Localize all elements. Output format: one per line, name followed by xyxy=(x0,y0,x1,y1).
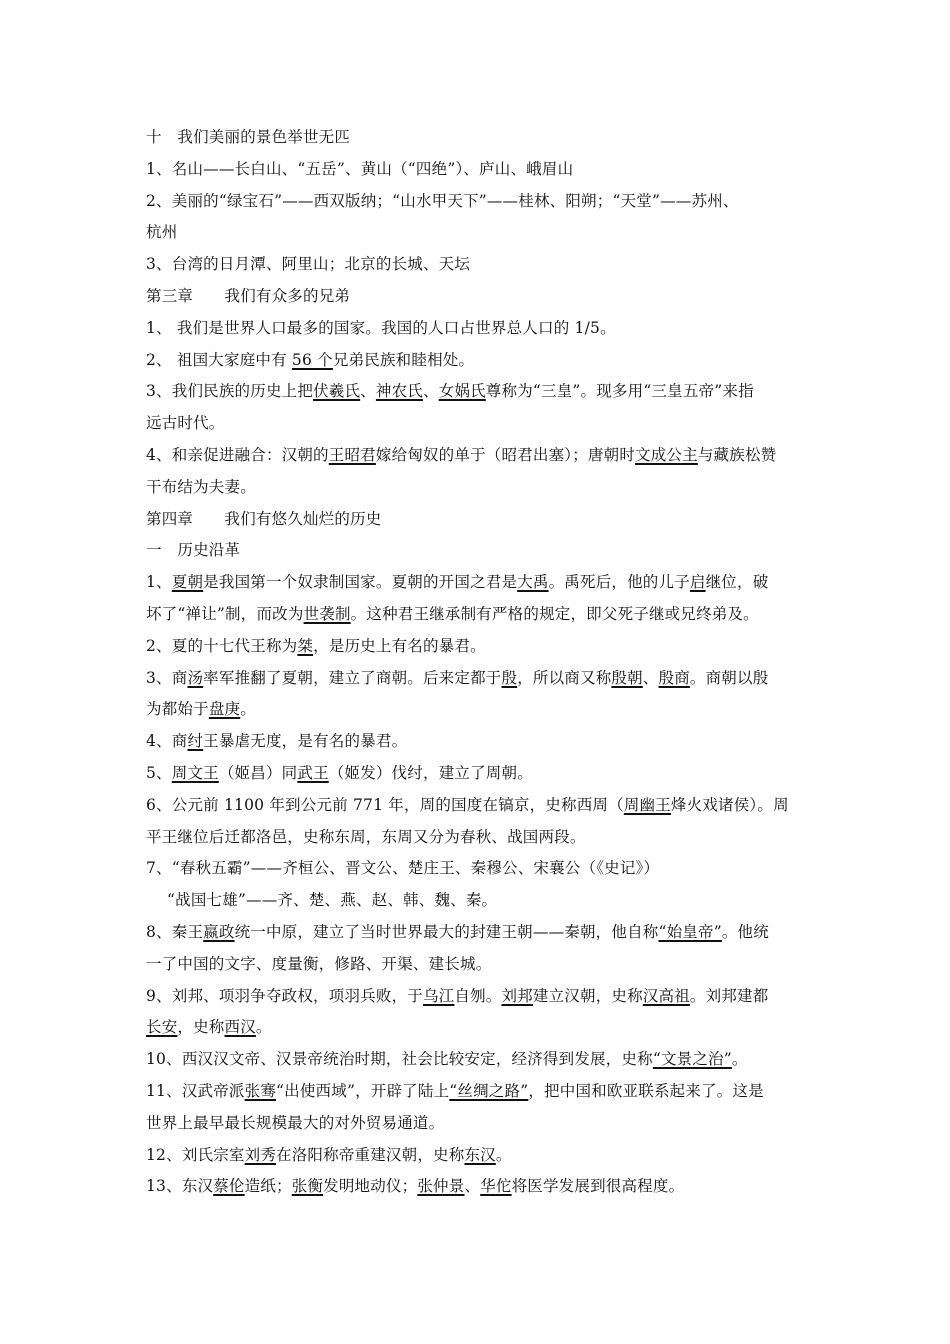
text-run: 13、东汉 xyxy=(146,1177,214,1196)
underlined-term: 神农氏 xyxy=(375,382,423,401)
text-run: 。商朝以殷 xyxy=(689,668,769,687)
underlined-term: 文成公主 xyxy=(635,445,698,464)
underlined-term: 殷商 xyxy=(658,668,690,687)
text-run: 4、和亲促进融合：汉朝的 xyxy=(146,445,329,464)
text-run: 嫁给匈奴的单于（昭君出塞）；唐朝时 xyxy=(375,445,636,464)
text-run: 是我国第一个奴隶制国家。夏朝的开国之君是 xyxy=(203,573,518,592)
text-run: 一 历史沿革 xyxy=(146,541,241,560)
text-line xyxy=(146,1076,812,1108)
text-run: ，是历史上有名的暴君。 xyxy=(313,636,486,655)
text-line xyxy=(146,1012,812,1044)
underlined-term: 伏羲氏 xyxy=(313,382,361,401)
text-run: 3、我们民族的历史上把 xyxy=(146,382,314,401)
text-run: 8、秦王 xyxy=(146,922,204,941)
text-run: 发明地动仪； xyxy=(323,1177,418,1196)
text-line xyxy=(146,1171,812,1203)
underlined-term: 张骞 xyxy=(244,1081,277,1100)
text-run: 。 xyxy=(731,1050,748,1069)
text-line xyxy=(146,122,812,154)
text-run: 5、 xyxy=(146,763,172,782)
text-line xyxy=(146,281,812,313)
text-line xyxy=(146,599,812,631)
underlined-term: 殷朝 xyxy=(611,668,643,687)
text-run: 世界上最早最长规模最大的对外贸易通道。 xyxy=(146,1113,445,1132)
text-run: （姬昌）同 xyxy=(218,763,298,782)
text-run: 12、刘氏宗室 xyxy=(146,1145,245,1164)
underlined-term: 汉高祖 xyxy=(642,986,690,1005)
text-line xyxy=(146,885,812,917)
underlined-term: 女娲氏 xyxy=(438,382,486,401)
text-run: 、 xyxy=(360,382,376,401)
underlined-term: 桀 xyxy=(297,636,314,655)
text-run: 11、汉武帝派 xyxy=(146,1081,245,1100)
text-run: 一了中国的文字、度量衡，修路、开渠、建长城。 xyxy=(146,954,492,973)
text-run: 造纸； xyxy=(244,1177,292,1196)
text-run: 与藏族松赞 xyxy=(697,445,777,464)
text-run: 。这种君王继承制有严格的规定，即父死子继或兄终弟及。 xyxy=(350,604,759,623)
text-run: 。 xyxy=(255,1018,272,1037)
text-line xyxy=(146,853,812,885)
underlined-term: 张仲景 xyxy=(417,1177,465,1196)
underlined-term: 王昭君 xyxy=(328,445,376,464)
underlined-term: 周文王 xyxy=(171,763,219,782)
underlined-term: 乌江 xyxy=(422,986,455,1005)
underlined-term: 大禹 xyxy=(517,573,549,592)
text-line xyxy=(146,917,812,949)
text-run: 将医学发展到很高程度。 xyxy=(511,1177,685,1196)
text-run: “出使西域”，开辟了陆上 xyxy=(276,1081,450,1100)
text-line xyxy=(146,249,812,281)
text-run: 9、刘邦、项羽争夺政权，项羽兵败，于 xyxy=(146,986,423,1005)
underlined-term: 56 个 xyxy=(291,350,333,369)
text-line xyxy=(146,154,812,186)
text-line xyxy=(146,1108,812,1140)
text-run: ，所以商又称 xyxy=(517,668,612,687)
underlined-term: 嬴政 xyxy=(203,922,235,941)
text-run: 统一中原，建立了当时世界最大的封建王朝——秦朝，他自称 xyxy=(234,922,659,941)
underlined-term: 张衡 xyxy=(291,1177,324,1196)
text-run: 6、公元前 1100 年到公元前 771 年，周的国度在镐京，史称西周（ xyxy=(146,795,624,814)
text-run: 王暴虐无度，是有名的暴君。 xyxy=(203,732,408,751)
text-line xyxy=(146,440,812,472)
underlined-term: 夏朝 xyxy=(171,573,204,592)
text-run: 干布结为夫妻。 xyxy=(146,477,256,496)
underlined-term: 刘邦 xyxy=(501,986,533,1005)
underlined-term: 蔡伦 xyxy=(213,1177,245,1196)
text-run: 3、商 xyxy=(146,668,188,687)
underlined-term: “始皇帝” xyxy=(658,922,722,941)
text-run: 平王继位后迁都洛邑，史称东周，东周又分为春秋、战国两段。 xyxy=(146,827,586,846)
underlined-term: “丝绸之路” xyxy=(449,1081,529,1100)
underlined-term: 汤 xyxy=(187,668,204,687)
text-run: ，史称 xyxy=(177,1018,225,1037)
text-run: 4、商 xyxy=(146,732,188,751)
text-run: 十 我们美丽的景色举世无匹 xyxy=(146,128,351,146)
text-line xyxy=(146,217,812,249)
text-run: 10、西汉汉文帝、汉景帝统治时期，社会比较安定，经济得到发展，史称 xyxy=(146,1050,653,1069)
text-run: 2、 祖国大家庭中有 xyxy=(146,350,292,369)
text-line xyxy=(146,726,812,758)
text-run: 坏了“禅让”制，而改为 xyxy=(146,604,304,623)
text-run: 2、美丽的“绿宝石”——西双版纳；“山水甲天下”——桂林、阳朔；“天堂”——苏州、 xyxy=(146,191,739,210)
text-line xyxy=(146,313,812,345)
text-line xyxy=(146,376,812,408)
text-run: 为都始于 xyxy=(146,700,209,719)
text-run: 自刎。 xyxy=(454,986,502,1005)
text-run: 。 xyxy=(495,1145,512,1164)
text-run: 1、 我们是世界人口最多的国家。我国的人口占世界总人口的 1/5。 xyxy=(146,318,616,337)
text-line xyxy=(146,345,812,377)
text-line xyxy=(146,822,812,854)
text-run: 1、名山——长白山、“五岳”、黄山（“四绝”）、庐山、峨眉山 xyxy=(146,159,574,178)
text-run: 在洛阳称帝重建汉朝，史称 xyxy=(276,1145,465,1164)
underlined-term: 世袭制 xyxy=(303,604,351,623)
text-run: 兄弟民族和睦相处。 xyxy=(332,350,475,369)
text-run: ，把中国和欧亚联系起来了。这是 xyxy=(528,1081,764,1100)
text-run: 1、 xyxy=(146,573,172,592)
text-run: 第四章 我们有悠久灿烂的历史 xyxy=(146,509,382,528)
document-body xyxy=(146,122,812,1203)
text-line xyxy=(146,981,812,1013)
text-line xyxy=(146,663,812,695)
text-run: 、 xyxy=(642,668,659,687)
text-run: 3、台湾的日月潭、阿里山；北京的长城、天坛 xyxy=(146,255,471,274)
text-line xyxy=(146,535,812,567)
underlined-term: 启 xyxy=(689,573,706,592)
underlined-term: “文景之治” xyxy=(652,1050,732,1069)
text-line xyxy=(146,790,812,822)
text-run: 继位，破 xyxy=(705,573,769,592)
text-run: 尊称为“三皇”。现多用“三皇五帝”来指 xyxy=(485,382,754,401)
text-run: “战国七雄”——齐、楚、燕、赵、韩、魏、秦。 xyxy=(167,891,498,910)
text-line xyxy=(146,472,812,504)
text-run: 第三章 我们有众多的兄弟 xyxy=(146,286,351,305)
text-run: （姬发）伐纣，建立了周朝。 xyxy=(328,763,533,782)
text-line xyxy=(146,567,812,599)
underlined-term: 盘庚 xyxy=(208,700,241,719)
text-run: 。刘邦建都 xyxy=(689,986,769,1005)
text-run: 、 xyxy=(464,1177,481,1196)
underlined-term: 纣 xyxy=(187,732,204,751)
text-run: 烽火戏诸侯）。周 xyxy=(670,795,789,814)
underlined-term: 东汉 xyxy=(464,1145,496,1164)
text-line xyxy=(146,1044,812,1076)
text-line xyxy=(146,949,812,981)
underlined-term: 西汉 xyxy=(224,1018,256,1037)
text-line xyxy=(146,631,812,663)
text-line xyxy=(146,1140,812,1172)
text-run: 7、“春秋五霸”——齐桓公、晋文公、楚庄王、秦穆公、宋襄公（《史记》） xyxy=(146,859,660,878)
text-line xyxy=(146,186,812,218)
underlined-term: 殷 xyxy=(501,668,518,687)
text-line xyxy=(146,758,812,790)
underlined-term: 华佗 xyxy=(480,1177,512,1196)
text-line xyxy=(146,504,812,536)
text-run: 。禹死后，他的儿子 xyxy=(548,573,690,592)
text-run: 。 xyxy=(240,700,256,719)
text-run: 远古时代。 xyxy=(146,414,225,433)
text-line xyxy=(146,408,812,440)
text-run: 2、夏的十七代王称为 xyxy=(146,636,298,655)
text-run: 建立汉朝，史称 xyxy=(532,986,643,1005)
text-run: 、 xyxy=(422,382,439,401)
underlined-term: 周幽王 xyxy=(623,795,671,814)
underlined-term: 刘秀 xyxy=(244,1145,277,1164)
text-run: 杭州 xyxy=(146,223,178,242)
underlined-term: 武王 xyxy=(297,763,329,782)
underlined-term: 长安 xyxy=(146,1018,178,1037)
text-line xyxy=(146,694,812,726)
text-run: 率军推翻了夏朝，建立了商朝。后来定都于 xyxy=(203,668,502,687)
text-run: 。他统 xyxy=(721,922,769,941)
